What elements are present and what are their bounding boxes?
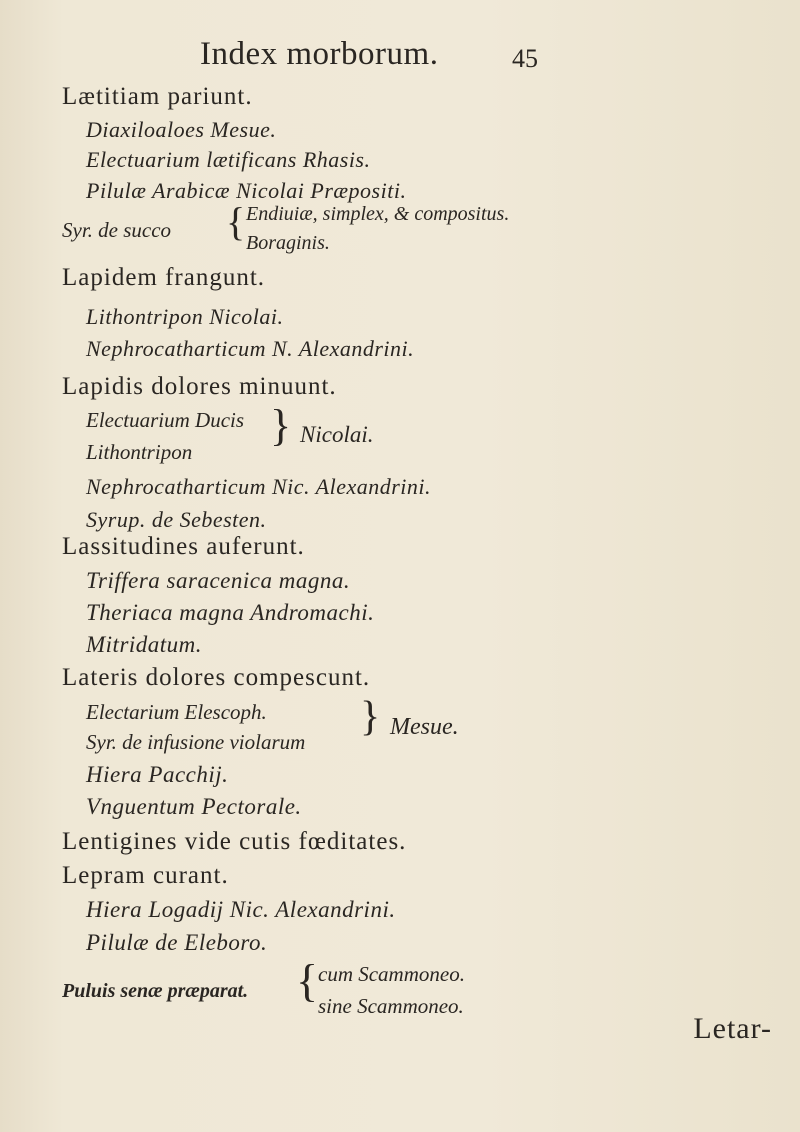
entry-triffera: Triffera saracenica magna. xyxy=(86,568,351,593)
entry-hiera-logadij: Hiera Logadij Nic. Alexandrini. xyxy=(86,897,396,922)
entry-nephrocatharticum-nic: Nephrocatharticum Nic. Alexandrini. xyxy=(86,474,432,499)
puluis-sine: sine Scammoneo. xyxy=(318,994,464,1018)
syr-endiuiae: Endiuiæ, simplex, & compositus. xyxy=(246,203,510,225)
entry-vnguentum: Vnguentum Pectorale. xyxy=(86,794,302,819)
grp1-nicolai: Nicolai. xyxy=(300,422,374,447)
page-number: 45 xyxy=(512,44,538,73)
brace-grp1: } xyxy=(270,401,292,450)
grp2-syr-infusione: Syr. de infusione violarum xyxy=(86,730,306,754)
entry-nephrocatharticum: Nephrocatharticum N. Alexandrini. xyxy=(86,336,415,361)
entry-mitridatum: Mitridatum. xyxy=(86,632,203,657)
entry-lithontripon: Lithontripon Nicolai. xyxy=(86,304,284,329)
entry-pilulae-eleboro: Pilulæ de Eleboro. xyxy=(86,930,268,955)
grp1-electuarium-ducis: Electuarium Ducis xyxy=(86,408,245,432)
grp1-lithontripon: Lithontripon xyxy=(86,440,193,464)
running-header: Index morborum. xyxy=(200,36,439,72)
entry-theriaca: Theriaca magna Andromachi. xyxy=(86,600,375,625)
heading-lentigines: Lentigines vide cutis fœditates. xyxy=(62,828,407,855)
brace-puluis: { xyxy=(296,955,319,1006)
entry-pilulae-arabicae: Pilulæ Arabicæ Nicolai Præpositi. xyxy=(86,178,407,203)
entry-syrup-sebesten: Syrup. de Sebesten. xyxy=(86,507,267,532)
syr-de-succo-label: Syr. de succo xyxy=(62,218,172,242)
puluis-label: Puluis senæ præparat. xyxy=(62,980,249,1002)
grp2-electarium: Electarium Elescoph. xyxy=(86,700,267,724)
catchword: Letar- xyxy=(693,1012,772,1045)
heading-lateris-dolores: Lateris dolores compescunt. xyxy=(62,664,371,691)
puluis-cum: cum Scammoneo. xyxy=(318,962,465,986)
entry-electuarium-laetificans: Electuarium lætificans Rhasis. xyxy=(86,147,371,172)
syr-boraginis: Boraginis. xyxy=(246,232,330,254)
entry-diaxiloaloes: Diaxiloaloes Mesue. xyxy=(86,117,277,142)
heading-lassitudines: Lassitudines auferunt. xyxy=(62,533,305,560)
grp2-mesue: Mesue. xyxy=(390,714,459,740)
entry-hiera-pacchij: Hiera Pacchij. xyxy=(86,762,229,787)
heading-lepram: Lepram curant. xyxy=(62,862,229,889)
heading-laetitiam: Lætitiam pariunt. xyxy=(62,83,253,110)
heading-lapidem-frangunt: Lapidem frangunt. xyxy=(62,264,266,291)
brace-syr: { xyxy=(226,199,246,244)
heading-lapidis-dolores: Lapidis dolores minuunt. xyxy=(62,373,337,400)
brace-grp2: } xyxy=(360,694,381,740)
